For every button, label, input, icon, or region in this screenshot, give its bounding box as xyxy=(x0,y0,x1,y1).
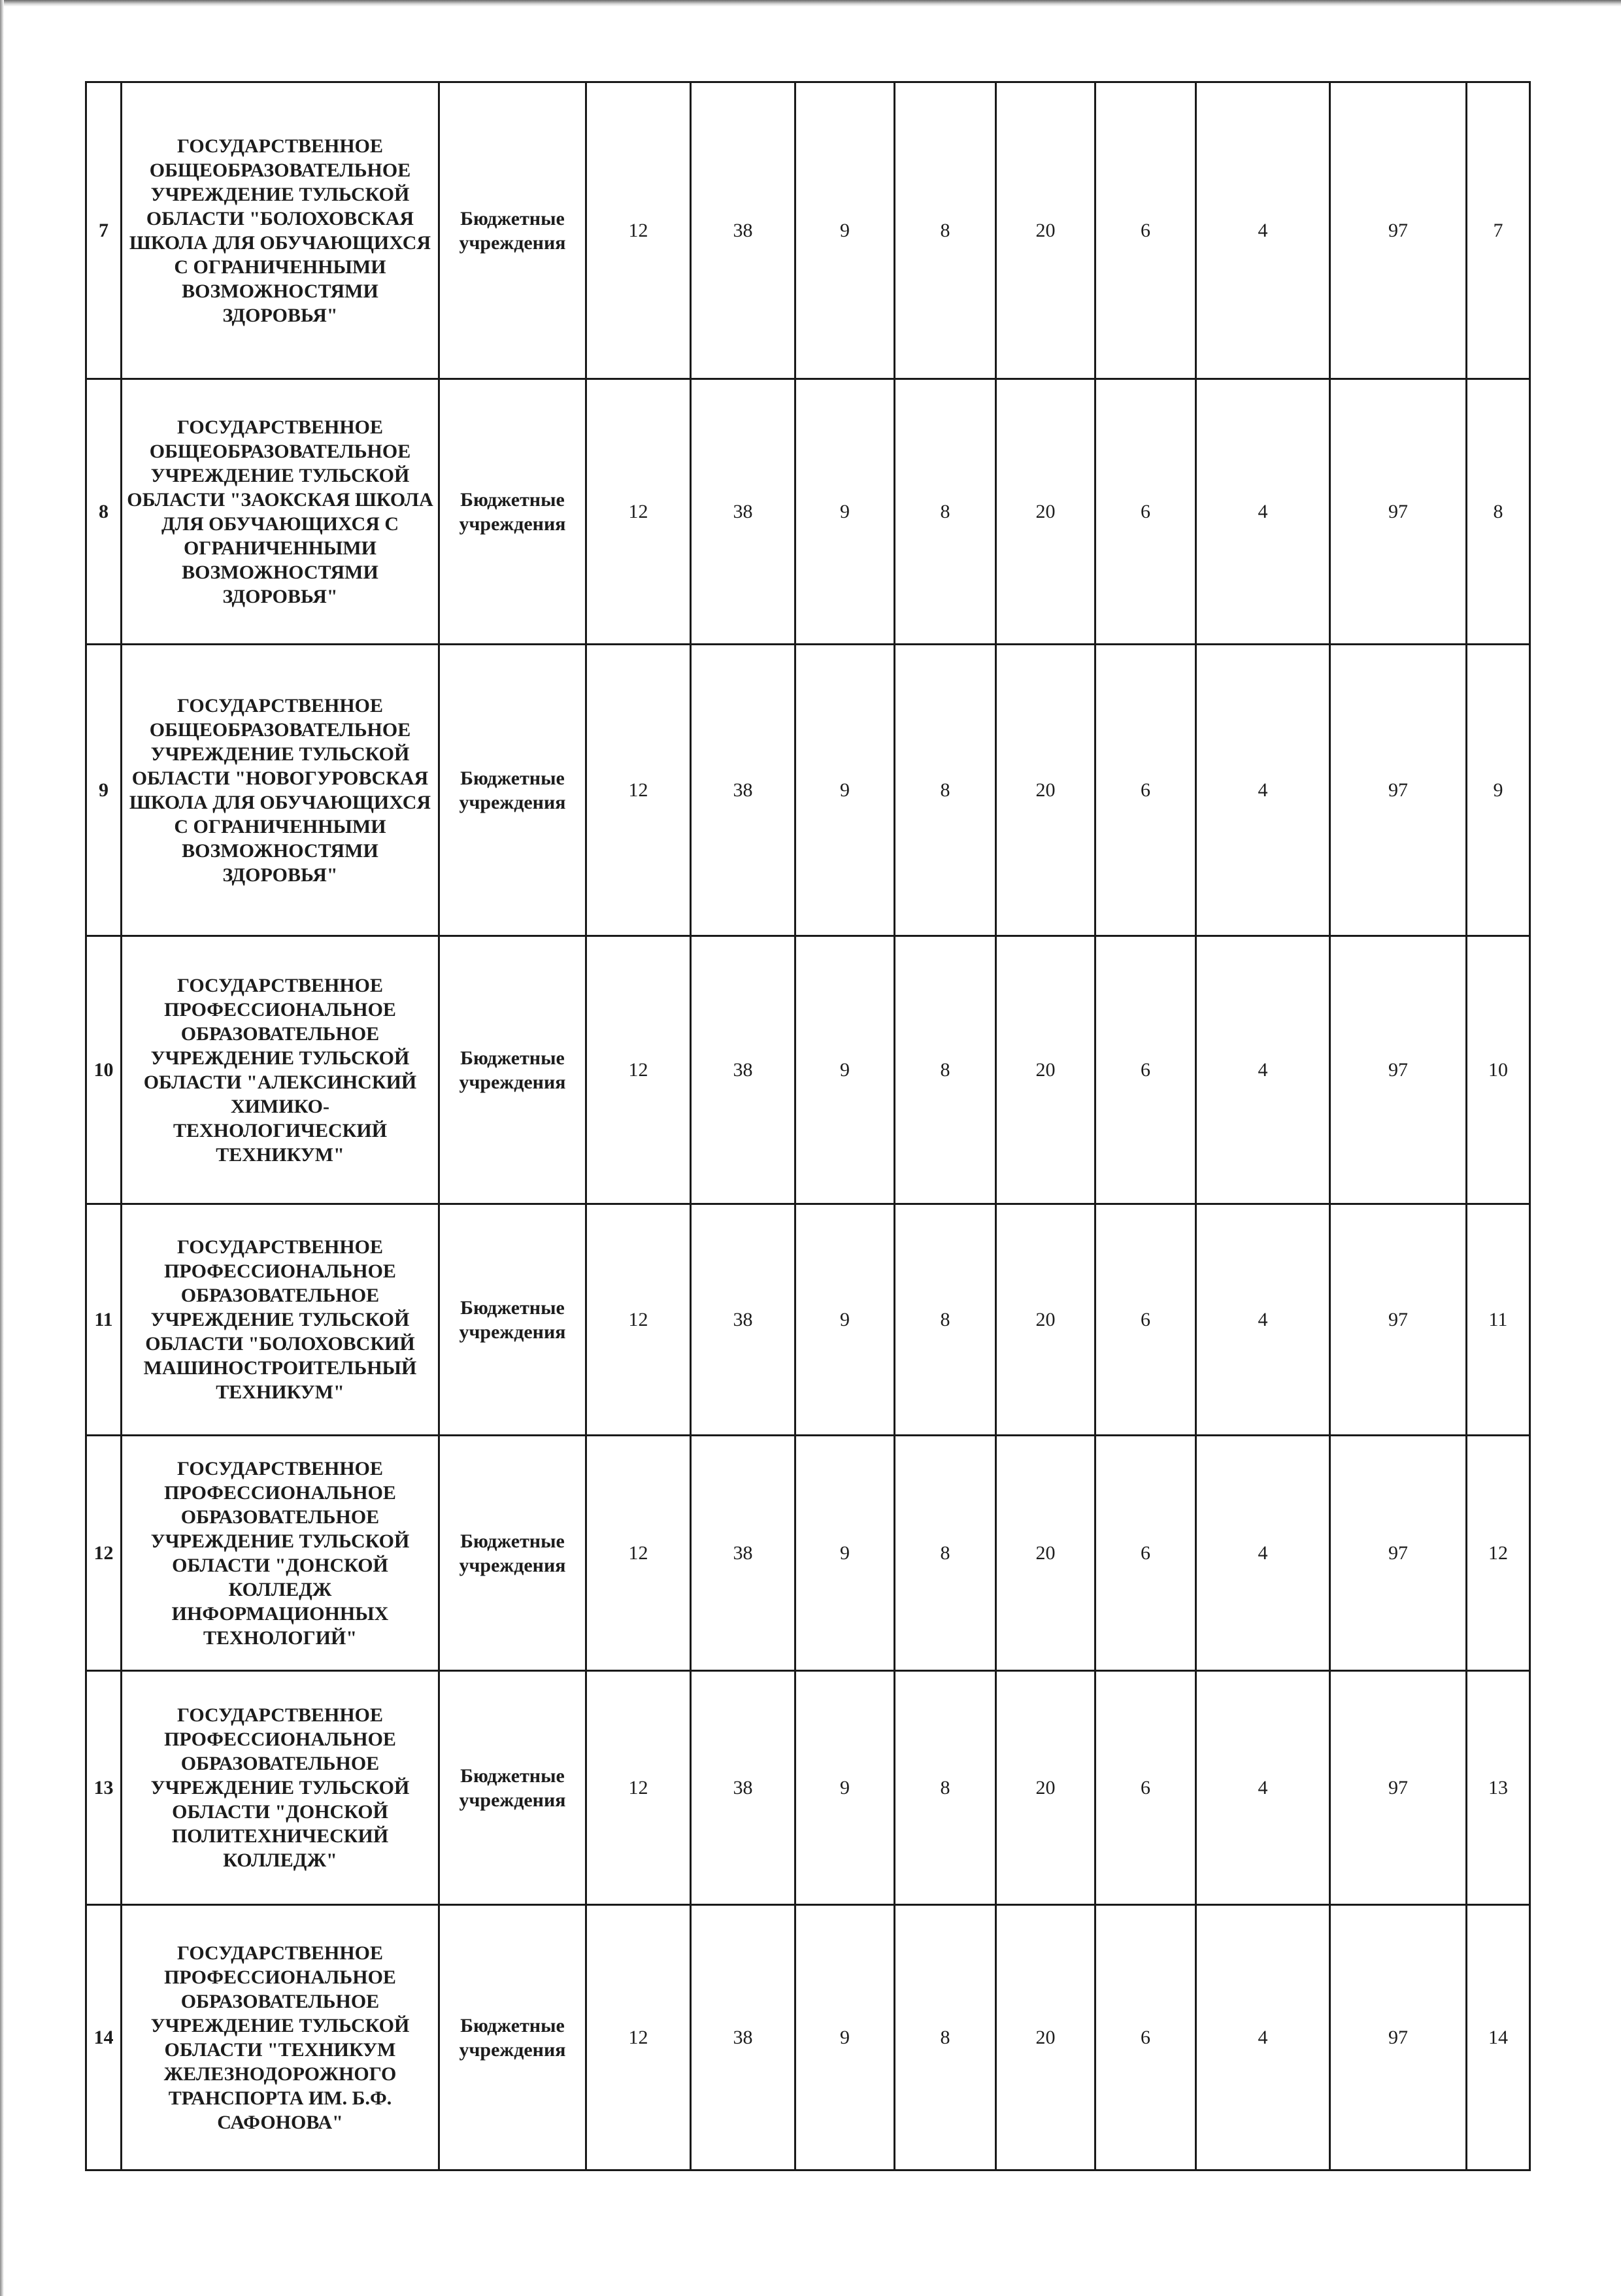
value-cell-col-7: 20 xyxy=(996,82,1095,379)
row-number: 11 xyxy=(86,1204,122,1436)
value-cell-col-6: 8 xyxy=(895,82,996,379)
table-row xyxy=(86,1436,1530,1671)
value-cell-col-10: 97 xyxy=(1330,936,1467,1204)
table-row xyxy=(86,645,1530,936)
value-cell-col-7: 20 xyxy=(996,1905,1095,2170)
table-row xyxy=(86,1204,1530,1436)
value-cell-col-3: 12 xyxy=(586,936,691,1204)
value-cell-col-5: 9 xyxy=(795,936,895,1204)
institution-name: ГОСУДАРСТВЕННОЕ ПРОФЕССИОНАЛЬНОЕ ОБРАЗОВАТЕЛЬНОЕ УЧРЕЖДЕНИЕ ТУЛЬСКОЙ ОБЛАСТИ "АЛЕКСИНСКИЙ ХИМИКО-ТЕХНОЛОГИЧЕСКИЙ ТЕХНИКУМ" xyxy=(122,936,439,1204)
value-cell-col-10: 97 xyxy=(1330,1436,1467,1671)
table-row xyxy=(86,379,1530,645)
value-cell-col-3: 12 xyxy=(586,1671,691,1905)
value-cell-col-11: 11 xyxy=(1467,1204,1530,1436)
value-cell-col-7: 20 xyxy=(996,1671,1095,1905)
value-cell-col-10: 97 xyxy=(1330,1671,1467,1905)
value-cell-col-5: 9 xyxy=(795,1671,895,1905)
value-cell-col-8: 6 xyxy=(1095,1905,1196,2170)
value-cell-col-11: 13 xyxy=(1467,1671,1530,1905)
value-cell-col-5: 9 xyxy=(795,82,895,379)
scan-edge-top xyxy=(0,0,1621,7)
value-cell-col-9: 4 xyxy=(1196,379,1330,645)
row-number: 14 xyxy=(86,1905,122,2170)
value-cell-col-8: 6 xyxy=(1095,936,1196,1204)
value-cell-col-4: 38 xyxy=(691,82,795,379)
value-cell-col-9: 4 xyxy=(1196,936,1330,1204)
institution-name: ГОСУДАРСТВЕННОЕ ПРОФЕССИОНАЛЬНОЕ ОБРАЗОВАТЕЛЬНОЕ УЧРЕЖДЕНИЕ ТУЛЬСКОЙ ОБЛАСТИ "ДОНСКОЙ ПОЛИТЕХНИЧЕСКИЙ КОЛЛЕДЖ" xyxy=(122,1671,439,1905)
value-cell-col-6: 8 xyxy=(895,645,996,936)
value-cell-col-4: 38 xyxy=(691,645,795,936)
value-cell-col-8: 6 xyxy=(1095,1204,1196,1436)
value-cell-col-11: 8 xyxy=(1467,379,1530,645)
institution-type: Бюджетные учреждения xyxy=(439,645,586,936)
value-cell-col-4: 38 xyxy=(691,1905,795,2170)
row-number: 12 xyxy=(86,1436,122,1671)
value-cell-col-11: 12 xyxy=(1467,1436,1530,1671)
institution-type: Бюджетные учреждения xyxy=(439,1436,586,1671)
institution-name: ГОСУДАРСТВЕННОЕ ПРОФЕССИОНАЛЬНОЕ ОБРАЗОВАТЕЛЬНОЕ УЧРЕЖДЕНИЕ ТУЛЬСКОЙ ОБЛАСТИ "БОЛОХОВСКИЙ МАШИНОСТРОИТЕЛЬНЫЙ ТЕХНИКУМ" xyxy=(122,1204,439,1436)
value-cell-col-5: 9 xyxy=(795,1905,895,2170)
value-cell-col-5: 9 xyxy=(795,379,895,645)
value-cell-col-8: 6 xyxy=(1095,82,1196,379)
value-cell-col-7: 20 xyxy=(996,1436,1095,1671)
value-cell-col-8: 6 xyxy=(1095,645,1196,936)
row-number: 9 xyxy=(86,645,122,936)
value-cell-col-9: 4 xyxy=(1196,1436,1330,1671)
value-cell-col-6: 8 xyxy=(895,1436,996,1671)
value-cell-col-11: 10 xyxy=(1467,936,1530,1204)
institutions-table xyxy=(85,81,1531,2171)
value-cell-col-9: 4 xyxy=(1196,1671,1330,1905)
value-cell-col-4: 38 xyxy=(691,936,795,1204)
scan-edge-left xyxy=(0,0,4,2296)
row-number: 10 xyxy=(86,936,122,1204)
value-cell-col-10: 97 xyxy=(1330,1905,1467,2170)
table-row xyxy=(86,1671,1530,1905)
institution-type: Бюджетные учреждения xyxy=(439,936,586,1204)
value-cell-col-4: 38 xyxy=(691,1436,795,1671)
institution-type: Бюджетные учреждения xyxy=(439,1204,586,1436)
value-cell-col-5: 9 xyxy=(795,1204,895,1436)
value-cell-col-8: 6 xyxy=(1095,1436,1196,1671)
value-cell-col-4: 38 xyxy=(691,379,795,645)
institution-name: ГОСУДАРСТВЕННОЕ ПРОФЕССИОНАЛЬНОЕ ОБРАЗОВАТЕЛЬНОЕ УЧРЕЖДЕНИЕ ТУЛЬСКОЙ ОБЛАСТИ "ДОНСКОЙ КОЛЛЕДЖ ИНФОРМАЦИОННЫХ ТЕХНОЛОГИЙ" xyxy=(122,1436,439,1671)
value-cell-col-10: 97 xyxy=(1330,1204,1467,1436)
table-row xyxy=(86,82,1530,379)
value-cell-col-7: 20 xyxy=(996,645,1095,936)
value-cell-col-9: 4 xyxy=(1196,1204,1330,1436)
value-cell-col-10: 97 xyxy=(1330,379,1467,645)
value-cell-col-4: 38 xyxy=(691,1671,795,1905)
table-row xyxy=(86,936,1530,1204)
row-number: 7 xyxy=(86,82,122,379)
value-cell-col-9: 4 xyxy=(1196,1905,1330,2170)
value-cell-col-8: 6 xyxy=(1095,379,1196,645)
institution-type: Бюджетные учреждения xyxy=(439,82,586,379)
value-cell-col-7: 20 xyxy=(996,379,1095,645)
value-cell-col-11: 9 xyxy=(1467,645,1530,936)
institution-name: ГОСУДАРСТВЕННОЕ ПРОФЕССИОНАЛЬНОЕ ОБРАЗОВАТЕЛЬНОЕ УЧРЕЖДЕНИЕ ТУЛЬСКОЙ ОБЛАСТИ "ТЕХНИКУМ ЖЕЛЕЗНОДОРОЖНОГО ТРАНСПОРТА ИМ. Б.Ф. САФОНОВА" xyxy=(122,1905,439,2170)
value-cell-col-6: 8 xyxy=(895,1905,996,2170)
value-cell-col-6: 8 xyxy=(895,1204,996,1436)
institution-type: Бюджетные учреждения xyxy=(439,379,586,645)
value-cell-col-3: 12 xyxy=(586,1204,691,1436)
value-cell-col-8: 6 xyxy=(1095,1671,1196,1905)
value-cell-col-3: 12 xyxy=(586,379,691,645)
value-cell-col-5: 9 xyxy=(795,1436,895,1671)
value-cell-col-11: 14 xyxy=(1467,1905,1530,2170)
value-cell-col-6: 8 xyxy=(895,936,996,1204)
value-cell-col-9: 4 xyxy=(1196,645,1330,936)
row-number: 8 xyxy=(86,379,122,645)
value-cell-col-9: 4 xyxy=(1196,82,1330,379)
value-cell-col-6: 8 xyxy=(895,1671,996,1905)
institution-name: ГОСУДАРСТВЕННОЕ ОБЩЕОБРАЗОВАТЕЛЬНОЕ УЧРЕЖДЕНИЕ ТУЛЬСКОЙ ОБЛАСТИ "БОЛОХОВСКАЯ ШКОЛА ДЛЯ ОБУЧАЮЩИХСЯ С ОГРАНИЧЕННЫМИ ВОЗМОЖНОСТЯМИ ЗДОРОВЬЯ" xyxy=(122,82,439,379)
value-cell-col-5: 9 xyxy=(795,645,895,936)
value-cell-col-10: 97 xyxy=(1330,82,1467,379)
value-cell-col-3: 12 xyxy=(586,82,691,379)
value-cell-col-11: 7 xyxy=(1467,82,1530,379)
value-cell-col-4: 38 xyxy=(691,1204,795,1436)
row-number: 13 xyxy=(86,1671,122,1905)
value-cell-col-7: 20 xyxy=(996,936,1095,1204)
institution-type: Бюджетные учреждения xyxy=(439,1671,586,1905)
institution-name: ГОСУДАРСТВЕННОЕ ОБЩЕОБРАЗОВАТЕЛЬНОЕ УЧРЕЖДЕНИЕ ТУЛЬСКОЙ ОБЛАСТИ "НОВОГУРОВСКАЯ ШКОЛА ДЛЯ ОБУЧАЮЩИХСЯ С ОГРАНИЧЕННЫМИ ВОЗМОЖНОСТЯМИ ЗДОРОВЬЯ" xyxy=(122,645,439,936)
value-cell-col-3: 12 xyxy=(586,645,691,936)
value-cell-col-10: 97 xyxy=(1330,645,1467,936)
institution-name: ГОСУДАРСТВЕННОЕ ОБЩЕОБРАЗОВАТЕЛЬНОЕ УЧРЕЖДЕНИЕ ТУЛЬСКОЙ ОБЛАСТИ "ЗАОКСКАЯ ШКОЛА ДЛЯ ОБУЧАЮЩИХСЯ С ОГРАНИЧЕННЫМИ ВОЗМОЖНОСТЯМИ ЗДОРОВЬЯ" xyxy=(122,379,439,645)
value-cell-col-6: 8 xyxy=(895,379,996,645)
table-row xyxy=(86,1905,1530,2170)
value-cell-col-7: 20 xyxy=(996,1204,1095,1436)
value-cell-col-3: 12 xyxy=(586,1905,691,2170)
value-cell-col-3: 12 xyxy=(586,1436,691,1671)
institution-type: Бюджетные учреждения xyxy=(439,1905,586,2170)
